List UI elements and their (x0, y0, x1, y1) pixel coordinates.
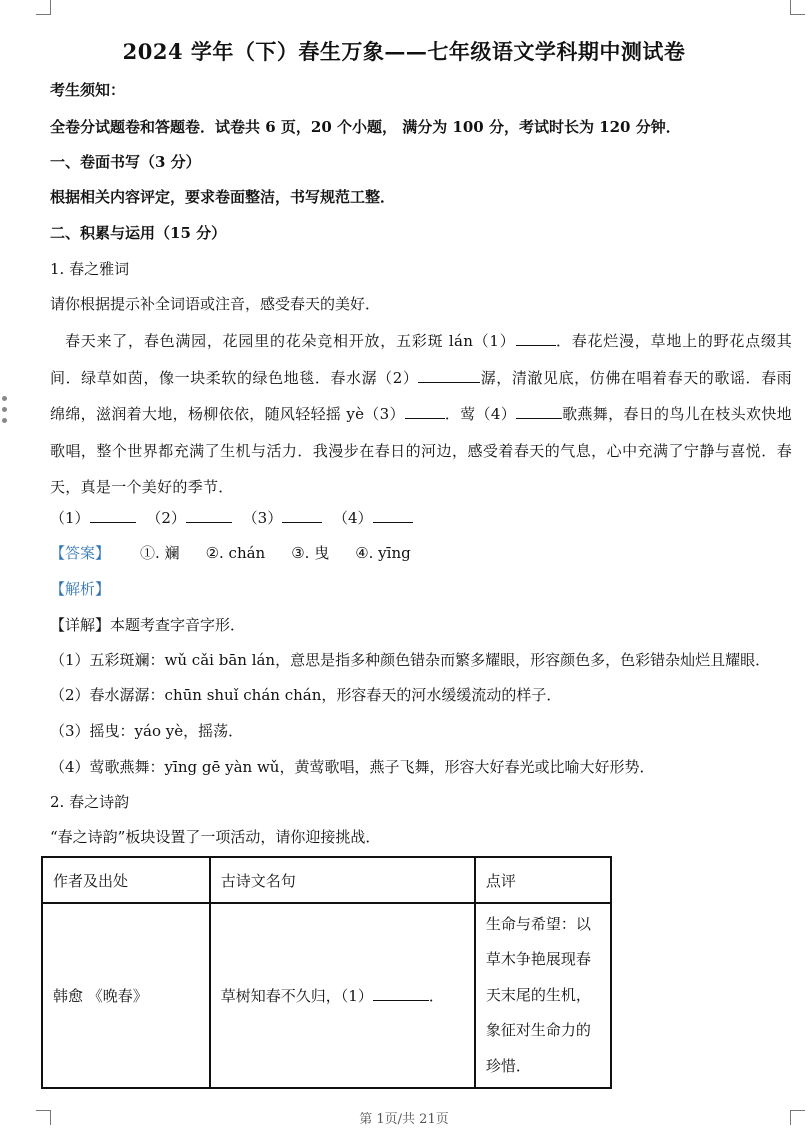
passage-part-3: 潺，清澈见底，仿佛在唱着春天的歌谣．春雨绵绵，滋润着大地，杨柳依依，随风轻轻摇 yè（3） (50, 368, 792, 423)
notice-text: 全卷分试题卷和答题卷．试卷共 6 页，20 个小题， 满分为 100 分，考试时长为 120 分钟． (50, 118, 681, 136)
cell-author: 韩愈 《晚春》 (42, 903, 210, 1088)
passage-part-1: 春天来了，春色满园，花园里的花朵竞相开放，五彩斑 lán（1） (65, 332, 516, 350)
explanation-3: （3）摇曳：yáo yè，摇荡． (50, 722, 244, 740)
poem-line-blank[interactable] (373, 986, 429, 1001)
section1-heading: 一、卷面书写（3 分） (50, 153, 201, 171)
analysis-tag: 【解析】 (50, 580, 111, 598)
answer-blank-label-4: （4） (332, 509, 373, 527)
section2-heading: 二、积累与运用（15 分） (50, 224, 227, 242)
q1-title: 1. 春之雅词 (50, 260, 130, 278)
answer-4: ④. yīng (355, 544, 411, 562)
poem-line-text: 草树知春不久归，（1） (220, 987, 373, 1005)
page-footer: 第 1页/共 21页 (359, 1112, 449, 1127)
answer-blanks-line (50, 508, 413, 528)
answer-blank-4[interactable] (373, 508, 413, 523)
header-line: 古诗文名句 (210, 857, 475, 903)
passage-part-2: ．春花烂漫，草地上的野花点缀其间．绿草如茵，像一块柔软的绿色地毯．春水潺（2） (50, 332, 792, 387)
explanation-1: （1）五彩斑斓：wǔ cǎi bān lán，意思是指多种颜色错杂而繁多耀眼，形容颜色多，色彩错杂灿烂且耀眼． (50, 651, 771, 669)
q1-passage (50, 323, 792, 506)
detail-line: 【详解】本题考查字音字形． (50, 616, 246, 634)
cell-review (475, 903, 611, 1088)
header-author: 作者及出处 (42, 857, 210, 903)
answer-blank-label-2: （2） (146, 509, 186, 527)
more-options-icon[interactable] (2, 396, 10, 429)
answer-blank-3[interactable] (282, 508, 322, 523)
explanation-4: （4）莺歌燕舞：yīng gē yàn wǔ，黄莺歌唱，燕子飞舞，形容大好春光或比喻大好形势． (50, 758, 655, 776)
passage-part-4: ．莺（4） (444, 405, 517, 423)
header-review: 点评 (475, 857, 611, 903)
table-header-row (42, 857, 611, 903)
answer-line (50, 543, 437, 563)
answer-blank-2[interactable] (186, 508, 232, 523)
answer-2: ②. chán (205, 544, 266, 562)
corner-mark-top-left (36, 0, 51, 15)
passage-part-5: 歌燕舞，春日的鸟儿在枝头欢快地歌唱，整个世界都充满了生机与活力．我漫步在春日的河边，感受着春天的气息，心中充满了宁静与喜悦．春天，真是一个美好的季节． (50, 405, 792, 496)
passage-blank-2[interactable] (418, 368, 480, 383)
answer-blank-1[interactable] (90, 508, 136, 523)
answer-blank-label-1: （1） (50, 509, 90, 527)
poetry-table (41, 856, 612, 1089)
corner-mark-top-right (790, 0, 805, 15)
cell-line (210, 903, 475, 1088)
q2-title: 2. 春之诗韵 (50, 793, 130, 811)
review-line-4: 象征对生命力的 (485, 1021, 591, 1040)
review-line-3: 天末尾的生机， (485, 985, 591, 1004)
passage-blank-4[interactable] (516, 404, 562, 419)
answer-1: ①. 斓 (140, 544, 180, 562)
page-title: 2024 学年（下）春生万象——七年级语文学科期中测试卷 (122, 39, 686, 64)
passage-blank-1[interactable] (516, 331, 556, 346)
review-line-1: 生命与希望：以 (485, 914, 591, 933)
review-line-2: 草木争艳展现春 (485, 950, 591, 969)
review-line-5: 珍惜． (485, 1056, 531, 1075)
answer-3: ③. 曳 (291, 544, 330, 562)
passage-blank-3[interactable] (405, 404, 445, 419)
explanation-2: （2）春水潺潺：chūn shuǐ chán chán，形容春天的河水缓缓流动的样子． (50, 686, 562, 704)
answer-tag: 【答案】 (50, 544, 111, 562)
table-row (42, 903, 611, 1088)
notice-heading: 考生须知： (50, 81, 126, 99)
q1-instruction: 请你根据提示补全词语或注音，感受春天的美好． (50, 295, 381, 313)
section1-text: 根据相关内容评定，要求卷面整洁，书写规范工整． (50, 188, 396, 206)
poem-line-end: ． (428, 987, 444, 1005)
q2-instruction: “春之诗韵”板块设置了一项活动，请你迎接挑战． (50, 828, 381, 846)
answer-blank-label-3: （3） (242, 509, 283, 527)
